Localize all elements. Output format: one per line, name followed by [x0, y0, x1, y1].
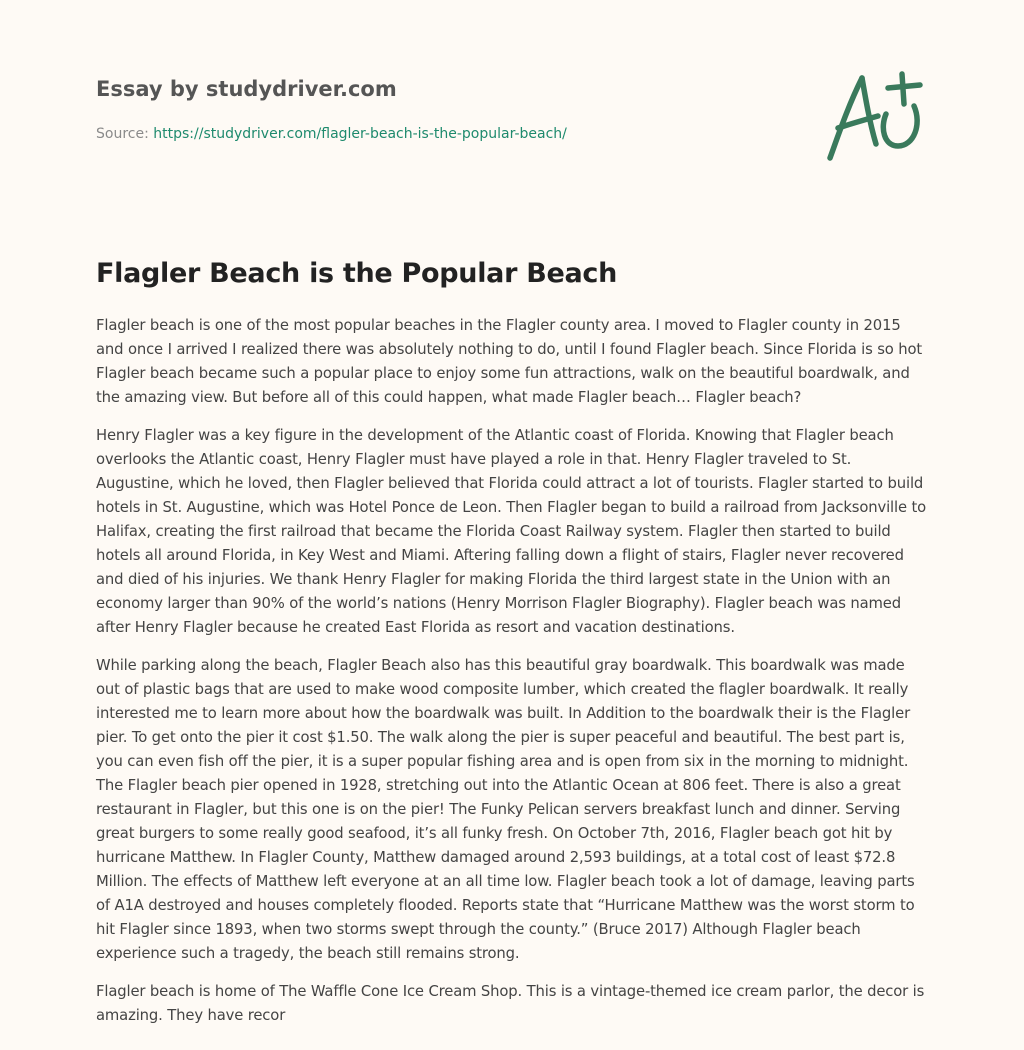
- essay-paragraph: Henry Flagler was a key figure in the development of the Atlantic coast of Florida. Knowing that Flagler beach overlooks the Atlantic coast, Henry Flagler must have played a role in that. Henry Flagler traveled to St. Augustine, which he loved, then Flagler believed that Florida could attract a lot of tourists. Flagler started to build hotels in St. Augustine, which was Hotel Ponce de Leon. Then Flagler began to build a railroad from Jacksonville to Halifax, creating the first railroad that became the Florida Coast Railway system. Flagler then started to build hotels all around Florida, in Key West and Miami. Aftering falling down a flight of stairs, Flagler never recovered and died of his injuries. We thank Henry Flagler for making Florida the third largest state in the Union with an economy larger than 90% of the world’s nations (Henry Morrison Flagler Biography). Flagler beach was named after Henry Flagler because he created East Florida as resort and vacation destinations.: [96, 427, 927, 636]
- source-label: Source:: [96, 126, 149, 142]
- essay-title: Flagler Beach is the Popular Beach: [96, 258, 618, 289]
- essay-paragraph: Flagler beach is home of The Waffle Cone Ice Cream Shop. This is a vintage-themed ice cream parlor, the decor is amazing. They have recor: [96, 983, 925, 1024]
- essay-paragraph: Flagler beach is one of the most popular beaches in the Flagler county area. I moved to Flagler county in 2015 and once I arrived I realized there was absolutely nothing to do, until I found Flagler beach. Since Florida is so hot Flagler beach became such a popular place to enjoy some fun attractions, walk on the beautiful boardwalk, and the amazing view. But before all of this could happen, what made Flagler beach… Flagler beach?: [96, 317, 923, 406]
- a-plus-logo-icon: [820, 66, 930, 166]
- essay-header: [96, 74, 796, 144]
- essay-paragraph: While parking along the beach, Flagler Beach also has this beautiful gray boardwalk. This boardwalk was made out of plastic bags that are used to make wood composite lumber, which created the flagler boardwalk. It really interested me to learn more about how the boardwalk was built. In Addition to the boardwalk their is the Flagler pier. To get onto the pier it cost $1.50. The walk along the pier is super peaceful and beautiful. The best part is, you can even fish off the pier, it is a super popular fishing area and is open from six in the morning to midnight. The Flagler beach pier opened in 1928, stretching out into the Atlantic Ocean at 806 feet. There is also a great restaurant in Flagler, but this one is on the pier! The Funky Pelican servers breakfast lunch and dinner. Serving great burgers to some really good seafood, it’s all funky fresh. On October 7th, 2016, Flagler beach got hit by hurricane Matthew. In Flagler County, Matthew damaged around 2,593 buildings, at a total cost of least $72.8 Million. The effects of Matthew left everyone at an all time low. Flagler beach took a lot of damage, leaving parts of A1A destroyed and houses completely flooded. Reports state that “Hurricane Matthew was the worst storm to hit Flagler since 1893, when two storms swept through the county.” (Bruce 2017) Although Flagler beach experience such a tragedy, the beach still remains strong.: [96, 657, 915, 962]
- source-line: [96, 124, 796, 144]
- essay-body: [96, 314, 932, 1042]
- brand-title: Essay by studydriver.com: [96, 77, 397, 101]
- source-link[interactable]: https://studydriver.com/flagler-beach-is-the-popular-beach/: [153, 126, 567, 142]
